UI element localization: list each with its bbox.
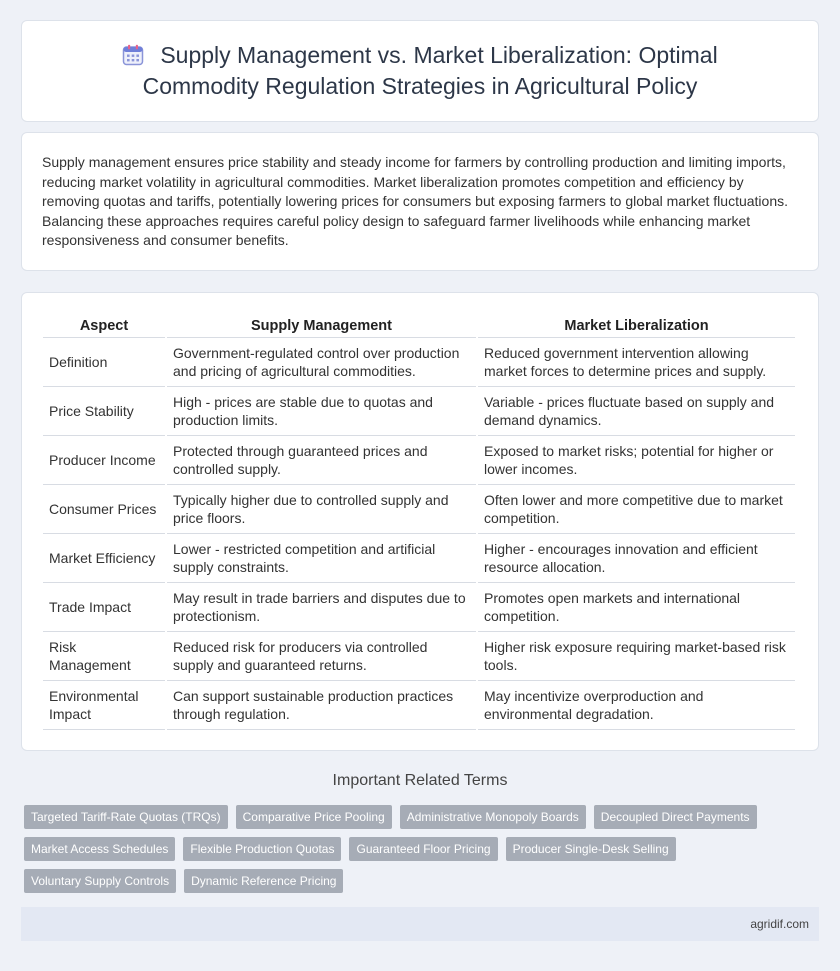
table-row bbox=[43, 338, 795, 387]
related-terms-title: Important Related Terms bbox=[332, 772, 508, 789]
related-term-tag[interactable]: Market Access Schedules bbox=[24, 837, 175, 861]
summary-text: Supply management ensures price stability and steady income for farmers by controlling production and limiting imports, reducing market volatility in agricultural commodities. Market liberalization promotes competition and efficiency by removing quotas and tariffs, potentially lowering prices for consumers but exposing farmers to global market fluctuations. Balancing these approaches requires careful policy design to safeguard farmer livelihoods while enhancing market responsiveness and consumer benefits. bbox=[42, 154, 788, 249]
related-term-tag[interactable]: Dynamic Reference Pricing bbox=[184, 869, 343, 893]
supply-management-cell: Lower - restricted competition and artificial supply constraints. bbox=[167, 534, 476, 583]
table-row bbox=[43, 387, 795, 436]
market-liberalization-cell: Exposed to market risks; potential for higher or lower incomes. bbox=[478, 436, 795, 485]
aspect-cell: Trade Impact bbox=[43, 583, 165, 632]
table-row bbox=[43, 583, 795, 632]
header-aspect: Aspect bbox=[43, 313, 165, 338]
aspect-cell: Risk Management bbox=[43, 632, 165, 681]
page-title-text: Supply Management vs. Market Liberalization: Optimal Commodity Regulation Strategies in Agricultural Policy bbox=[142, 42, 718, 99]
supply-management-cell: Can support sustainable production practices through regulation. bbox=[167, 681, 476, 730]
aspect-cell: Price Stability bbox=[43, 387, 165, 436]
table-row bbox=[43, 681, 795, 730]
related-term-tag[interactable]: Producer Single-Desk Selling bbox=[506, 837, 676, 861]
market-liberalization-cell: Promotes open markets and international competition. bbox=[478, 583, 795, 632]
market-liberalization-cell: Reduced government intervention allowing market forces to determine prices and supply. bbox=[478, 338, 795, 387]
header-supply-management: Supply Management bbox=[167, 313, 476, 338]
supply-management-cell: Government-regulated control over production and pricing of agricultural commodities. bbox=[167, 338, 476, 387]
related-term-tag[interactable]: Voluntary Supply Controls bbox=[24, 869, 176, 893]
supply-management-cell: Typically higher due to controlled supply and price floors. bbox=[167, 485, 476, 534]
supply-management-cell: Protected through guaranteed prices and controlled supply. bbox=[167, 436, 476, 485]
related-term-tag[interactable]: Comparative Price Pooling bbox=[236, 805, 392, 829]
summary-card bbox=[21, 132, 819, 271]
aspect-cell: Consumer Prices bbox=[43, 485, 165, 534]
comparison-table-card bbox=[21, 292, 819, 751]
table-header-row bbox=[43, 313, 795, 338]
aspect-cell: Market Efficiency bbox=[43, 534, 165, 583]
table-row bbox=[43, 534, 795, 583]
market-liberalization-cell: Variable - prices fluctuate based on supply and demand dynamics. bbox=[478, 387, 795, 436]
table-row bbox=[43, 436, 795, 485]
header-market-liberalization: Market Liberalization bbox=[478, 313, 795, 338]
aspect-cell: Environmental Impact bbox=[43, 681, 165, 730]
table-row bbox=[43, 485, 795, 534]
calendar-icon bbox=[122, 44, 144, 66]
related-terms-section bbox=[21, 770, 819, 893]
footer bbox=[21, 907, 819, 941]
aspect-cell: Definition bbox=[43, 338, 165, 387]
footer-site-link[interactable]: agridif.com bbox=[750, 917, 809, 931]
related-term-tag[interactable]: Targeted Tariff-Rate Quotas (TRQs) bbox=[24, 805, 228, 829]
market-liberalization-cell: May incentivize overproduction and environmental degradation. bbox=[478, 681, 795, 730]
related-term-tag[interactable]: Administrative Monopoly Boards bbox=[400, 805, 586, 829]
related-term-tag[interactable]: Guaranteed Floor Pricing bbox=[349, 837, 497, 861]
supply-management-cell: High - prices are stable due to quotas and production limits. bbox=[167, 387, 476, 436]
title-card bbox=[21, 20, 819, 122]
page-title bbox=[90, 40, 750, 102]
aspect-cell: Producer Income bbox=[43, 436, 165, 485]
supply-management-cell: May result in trade barriers and disputes due to protectionism. bbox=[167, 583, 476, 632]
market-liberalization-cell: Higher risk exposure requiring market-based risk tools. bbox=[478, 632, 795, 681]
market-liberalization-cell: Higher - encourages innovation and efficient resource allocation. bbox=[478, 534, 795, 583]
comparison-table bbox=[41, 313, 797, 730]
related-term-tag[interactable]: Flexible Production Quotas bbox=[183, 837, 341, 861]
related-terms-list bbox=[21, 805, 819, 893]
market-liberalization-cell: Often lower and more competitive due to market competition. bbox=[478, 485, 795, 534]
related-term-tag[interactable]: Decoupled Direct Payments bbox=[594, 805, 757, 829]
supply-management-cell: Reduced risk for producers via controlled supply and guaranteed returns. bbox=[167, 632, 476, 681]
table-row bbox=[43, 632, 795, 681]
